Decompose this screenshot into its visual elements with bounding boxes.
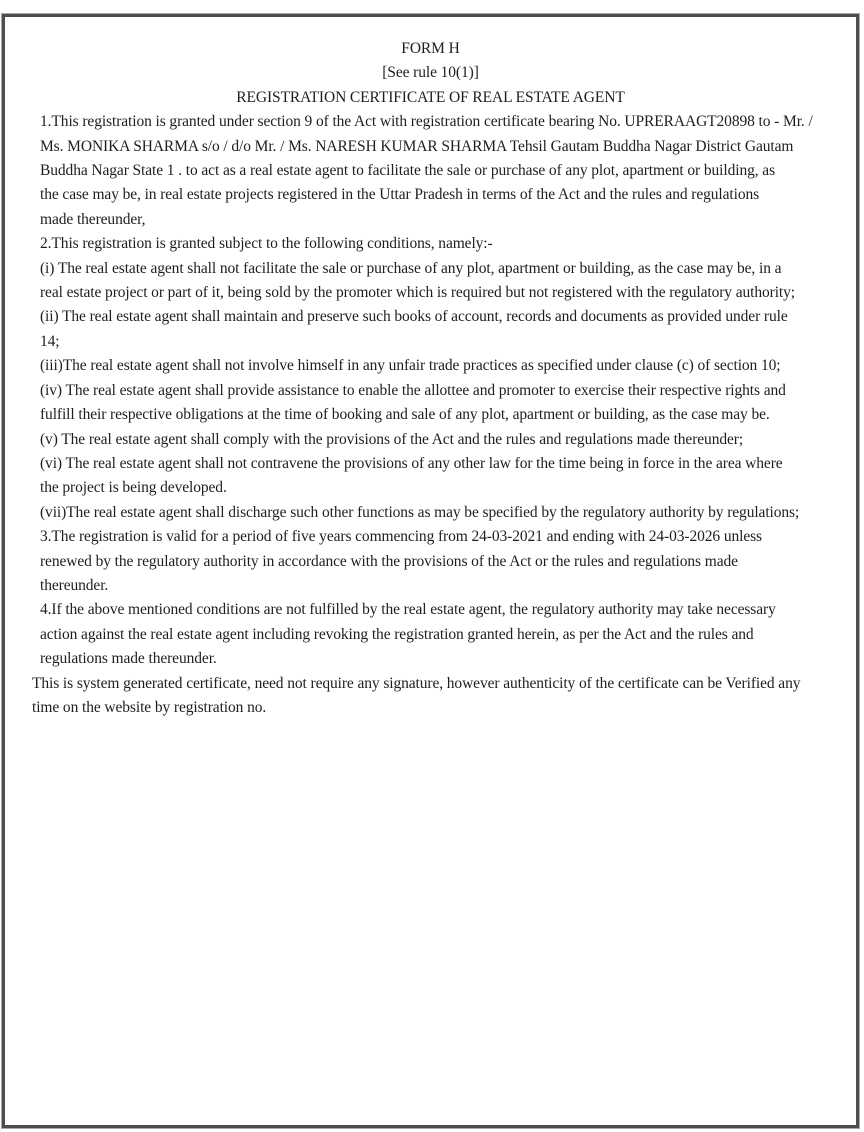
certificate-clause [40,232,844,256]
clause-line: 3.The registration is valid for a period of five years commencing from 24-03-2021 and ending with 24-03-2026 unless [40,528,762,546]
form-title: FORM H [401,40,460,57]
certificate-clause [40,257,844,306]
clause-line: regulations made thereunder. [40,650,217,668]
clause-line: real estate project or part of it, being sold by the promoter which is required but not registered with the regulatory authority; [40,284,795,302]
clause-line: (ii) The real estate agent shall maintain and preserve such books of account, records and documents as provided under rule [40,308,788,326]
clause-line: Buddha Nagar State 1 . to act as a real estate agent to facilitate the sale or purchase of any plot, apartment or building, as [40,162,776,180]
certificate-clause [40,428,844,452]
system-generated-note [5,672,856,721]
clause-line: (i) The real estate agent shall not facilitate the sale or purchase of any plot, apartment or building, as the case may be, in a [40,259,782,277]
clause-line: (vi) The real estate agent shall not contravene the provisions of any other law for the time being in force in the area where [40,454,783,472]
certificate-clause [40,354,844,378]
clause-line: the project is being developed. [40,479,227,497]
clause-line: (iv) The real estate agent shall provide assistance to enable the allottee and promoter to exercise their respective rights and [40,381,786,399]
certificate-clause [40,525,844,598]
note-line: This is system generated certificate, need not require any signature, however authenticity of the certificate can be Verified any [32,674,801,692]
certificate-frame [2,14,859,1128]
clause-line: fulfill their respective obligations at the time of booking and sale of any plot, apartment or building, as the case may be. [40,406,770,424]
note-line: time on the website by registration no. [32,698,267,716]
certificate-clause [40,110,844,232]
clause-line: action against the real estate agent including revoking the registration granted herein, as per the Act and the rules and [40,625,754,643]
certificate-clause [40,501,844,525]
clause-line: (v) The real estate agent shall comply with the provisions of the Act and the rules and regulations made thereunder; [40,430,744,448]
clause-line: Ms. MONIKA SHARMA s/o / d/o Mr. / Ms. NARESH KUMAR SHARMA Tehsil Gautam Buddha Nagar District Gautam [40,137,794,155]
clause-line: renewed by the regulatory authority in accordance with the provisions of the Act or the rules and regulations made [40,552,738,570]
clause-line: 2.This registration is granted subject to the following conditions, namely:- [40,235,493,253]
clause-line: 14; [40,332,60,350]
certificate-clauses [5,110,856,671]
clause-line: thereunder. [40,576,109,594]
certificate-heading [5,17,856,110]
clause-line: (iii)The real estate agent shall not involve himself in any unfair trade practices as specified under clause (c) of section 10; [40,357,781,375]
clause-line: 1.This registration is granted under section 9 of the Act with registration certificate bearing No. UPRERAAGT20898 to - Mr. / [40,113,813,131]
clause-line: made thereunder, [40,210,146,228]
certificate-clause [40,598,844,671]
certificate-clause [40,452,844,501]
clause-line: the case may be, in real estate projects registered in the Uttar Pradesh in terms of the Act and the rules and regulations [40,186,760,204]
clause-line: (vii)The real estate agent shall discharge such other functions as may be specified by the regulatory authority by regulations; [40,503,800,521]
rule-reference: [See rule 10(1)] [382,64,479,82]
certificate-clause [40,379,844,428]
clause-line: 4.If the above mentioned conditions are not fulfilled by the real estate agent, the regulatory authority may take necessary [40,601,776,619]
document-title: REGISTRATION CERTIFICATE OF REAL ESTATE AGENT [236,88,625,106]
certificate-clause [40,305,844,354]
